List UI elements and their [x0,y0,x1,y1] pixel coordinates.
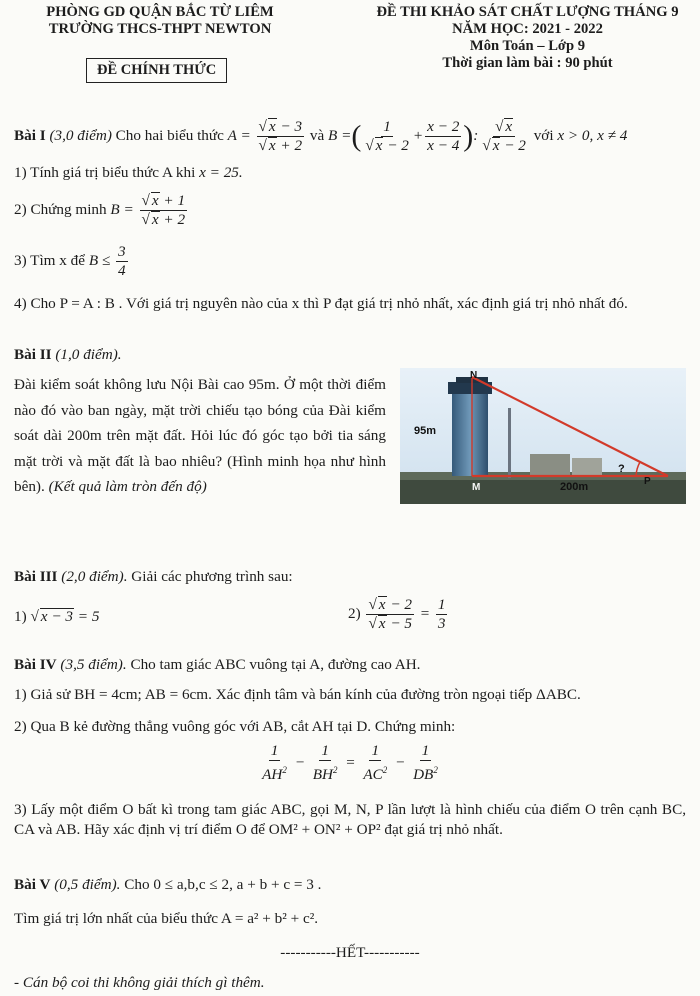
bai1-q1-text: 1) Tính giá trị biểu thức A khi [14,164,196,181]
bai1-and: và [309,126,325,144]
bai2-title: Bài II [14,346,52,363]
bai1-title: Bài I [14,126,46,144]
subject: Môn Toán – Lớp 9 [469,38,586,54]
bai1-cond-math: x > 0, x ≠ 4 [557,126,628,144]
bai2-header [14,346,122,364]
label-m: M [472,482,481,493]
bai4-points: (3,5 điểm). [60,656,127,673]
end-marker: -----------HẾT----------- [280,944,420,961]
bai3-eq1 [14,608,99,626]
school-name: TRƯỜNG THCS-THPT NEWTON [48,21,272,37]
dept-name: PHÒNG GD QUẬN BẮC TỪ LIÊM [46,4,274,20]
bai4-identity: $\frac{1}{AH^2}$ − $\frac{1}{BH^2}$ = $\frac{1}{AC^2}$ − $\frac{1}{DB^2}$ [262,742,438,784]
expr-a: A = $\frac{√ x - 3}{√ x + 2}$ [227,118,303,154]
bai1-q1-math: x = 25. [199,164,243,181]
bai5-header [14,876,321,894]
eq1-math: √ x − 3 = 5 [30,608,100,625]
exam-title: ĐỀ THI KHẢO SÁT CHẤT LƯỢNG THÁNG 9 [376,4,679,20]
footer-note: - Cán bộ coi thi không giải thích gì thêm. [14,974,265,991]
bai5-points: (0,5 điểm). [54,876,121,893]
tower-body [452,390,488,476]
bai3-eq2 [348,596,449,633]
bai4-header [14,656,420,674]
bai5-title: Bài V [14,876,51,893]
label-p: P [644,476,651,487]
school-year: NĂM HỌC: 2021 - 2022 [452,21,603,37]
bai1-q2-text: 2) Chứng minh [14,200,107,218]
bai1-q3-text: 3) Tìm x để [14,251,86,269]
bai3-title: Bài III [14,568,58,585]
tower-figure [400,368,686,504]
eq1-label: 1) [14,608,27,625]
eq2-math: $\frac{√ x - 2}{√ x - 5}$ = $\frac{1}{3}$ [368,596,446,632]
bai5-text: Cho 0 ≤ a,b,c ≤ 2, a + b + c = 3 . [124,876,322,893]
bai3-header [14,568,293,586]
bai1-q4: 4) Cho P = A : B . Với giá trị nguyên nào của x thì P đạt giá trị nhỏ nhất, xác định giá trị nhỏ nhất đó. [14,295,628,312]
bai1-q3 [14,243,130,280]
bai2-points: (1,0 điểm). [55,346,122,363]
exam-time: Thời gian làm bài : 90 phút [442,55,613,71]
bai1-intro [14,118,627,155]
bai1-points: (3,0 điểm) [49,126,112,144]
bai1-cond: với [533,126,554,144]
official-badge: ĐỀ CHÍNH THỨC [86,58,227,83]
bai3-points: (2,0 điểm). [61,568,128,585]
bai4-q3: 3) Lấy một điểm O bất kì trong tam giác ABC, gọi M, N, P lần lượt là hình chiếu của điểm O trên cạnh BC, CA và AB. Hãy xác định vị trí điểm O để OM² + ON² + OP² đạt giá trị nhỏ nhất. [14,801,686,838]
bai1-q1 [14,164,243,182]
ineq-b: B ≤ $\frac{3}{4}$ [88,243,126,279]
bai4-title: Bài IV [14,656,57,673]
bai4-q2: 2) Qua B kẻ đường thẳng vuông góc với AB, cắt AH tại D. Chứng minh: [14,718,456,735]
eq2-label: 2) [348,604,361,622]
bai2-body [14,372,386,500]
bai4-q1: 1) Giả sử BH = 4cm; AB = 6cm. Xác định tâm và bán kính của đường tròn ngoại tiếp ΔABC. [14,686,581,703]
label-n: N [470,370,478,381]
mast [508,408,511,478]
expr-b-result: B = $\frac{√ x + 1}{√ x + 2}$ [110,192,186,228]
building-1 [530,454,570,476]
building-2 [572,458,602,476]
bai4-text: Cho tam giác ABC vuông tại A, đường cao AH. [130,656,421,673]
bai2-text: Đài kiểm soát không lưu Nội Bài cao 95m. Ở một thời điểm nào đó vào ban ngày, mặt trời chiếu tạo bóng của Đài kiểm soát dài 200m trên mặt đất. Hỏi lúc đó góc tạo bởi tia sáng mặt trời và mặt đất là bao nhiêu? (Hình minh họa như hình bên). [14,376,386,495]
header-left [15,4,305,38]
label-height: 95m [414,425,437,437]
bai1-intro-text: Cho hai biểu thức [115,126,224,144]
header-right [355,4,700,72]
bai1-q2 [14,192,189,229]
label-length: 200m [560,481,589,493]
label-angle-q: ? [618,463,625,475]
bai3-text: Giải các phương trình sau: [131,568,293,585]
expr-b: B =( $\frac{1}{√ x - 2}$ + $\frac{x - 2}{x - 4}$ ): $\frac{√ x}{√ x - 2}$ [328,118,526,154]
bai5-q: Tìm giá trị lớn nhất của biểu thức A = a² + b² + c². [14,910,319,927]
bai2-note: (Kết quả làm tròn đến độ) [48,478,207,495]
